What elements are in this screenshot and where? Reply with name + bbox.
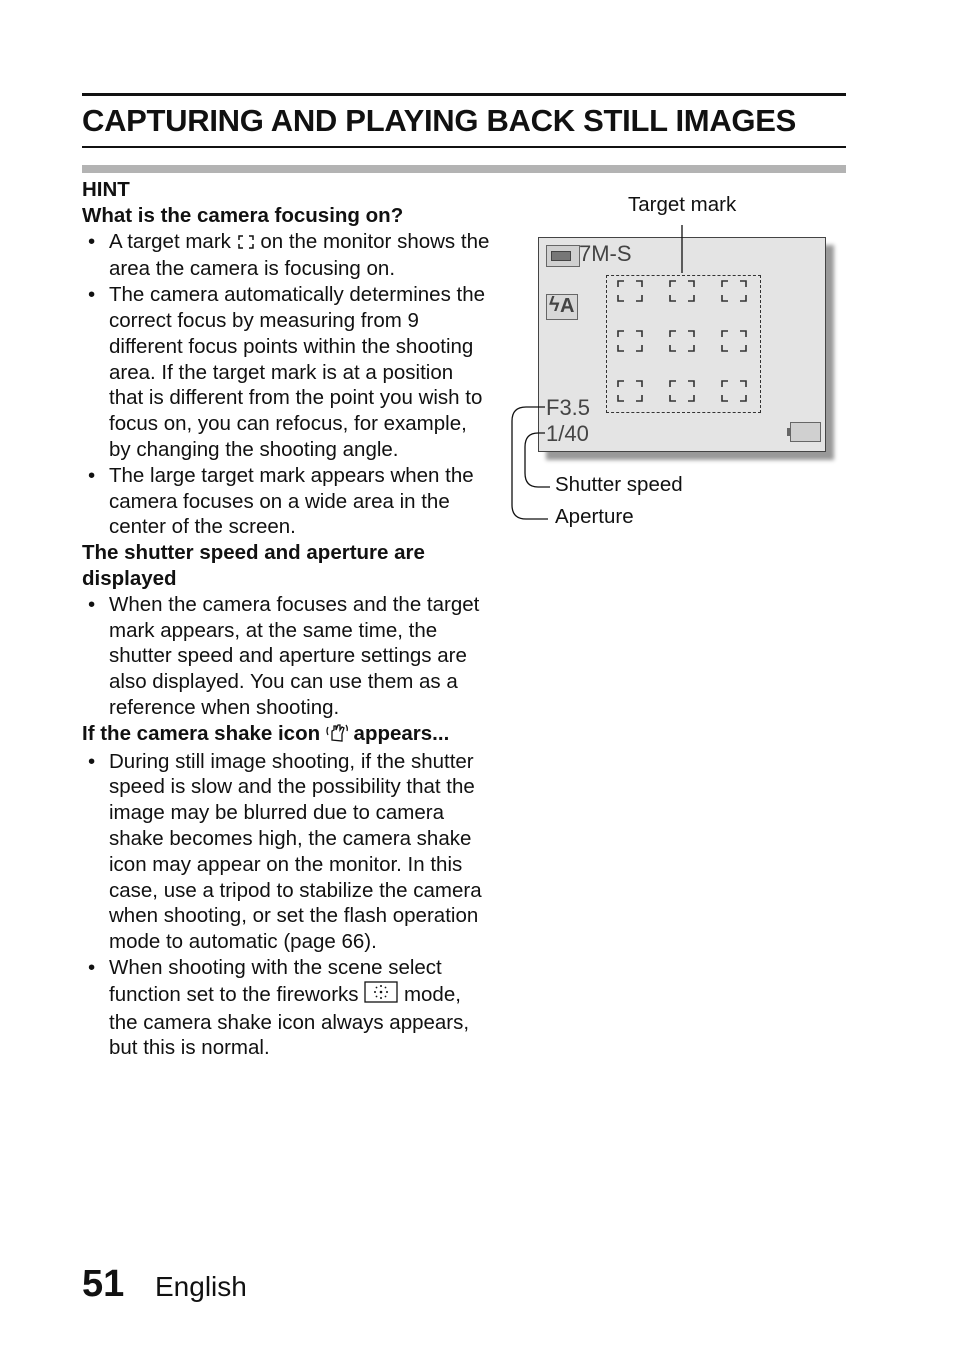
section-heading: The shutter speed and aperture are displayed: [82, 541, 425, 590]
hint-label: HINT: [82, 178, 130, 201]
list-item: • The large target mark appears when the camera focuses on a wide area in the center of the screen.: [82, 463, 492, 540]
bullet-text: When shooting with the scene select function set to the fireworks: [109, 955, 442, 1006]
bullet-list: [82, 749, 492, 1062]
title-rule-bottom: [82, 146, 846, 148]
shutter-value: 1/40: [546, 421, 589, 446]
flash-icon: ϟ A: [546, 294, 578, 320]
section-band: [82, 165, 846, 173]
list-item: [82, 229, 492, 283]
target-mark-label: Target mark: [628, 193, 737, 216]
aperture-label: Aperture: [555, 505, 634, 528]
heading-text: appears...: [353, 721, 450, 745]
heading-text: If the camera shake icon: [82, 721, 321, 745]
flash-mode: A: [560, 295, 575, 317]
bullet-list: [82, 229, 492, 541]
aperture-value: F3.5: [546, 395, 591, 420]
bullet-text: A target mark: [109, 229, 231, 253]
hint-column: [82, 177, 492, 1061]
title-rule-top: [82, 93, 846, 96]
page-number: 51: [82, 1263, 125, 1305]
bullet-list: [82, 592, 492, 721]
fireworks-icon: [364, 981, 398, 1010]
camera-shake-icon: [326, 722, 348, 749]
target-mark-icon: [237, 231, 255, 257]
list-item: • The camera automatically determines the correct focus by measuring from 9 different focus points within the shooting area. If the target mark is at a position that is different from the point you wish to focus on, you can refocus, for example, by changing the shooting angle.: [82, 282, 492, 463]
page-language: English: [155, 1271, 247, 1302]
monitor-diagram: [500, 185, 860, 545]
section-heading: What is the camera focusing on?: [82, 203, 404, 227]
resolution-indicator: 7M-S: [579, 241, 632, 266]
list-item: [82, 955, 492, 1061]
list-item: • During still image shooting, if the shutter speed is slow and the possibility that the image may be blurred due to camera shake becomes high, the camera shake icon may appear on the monitor. In this case, use a tripod to stabilize the camera when shooting, or set the flash operation mode to automatic (page 66).: [82, 749, 492, 955]
list-item: • When the camera focuses and the target mark appears, at the same time, the shutter speed and aperture settings are also displayed. You can use them as a reference when shooting.: [82, 592, 492, 721]
bullet-text: mode, the camera shake icon always appears, but this is normal.: [109, 982, 470, 1060]
section-heading: [82, 721, 492, 749]
shutter-speed-label: Shutter speed: [555, 473, 683, 496]
bullet-text: on the monitor shows the area the camera is focusing on.: [109, 229, 490, 281]
page-title: CAPTURING AND PLAYING BACK STILL IMAGES: [82, 103, 796, 138]
